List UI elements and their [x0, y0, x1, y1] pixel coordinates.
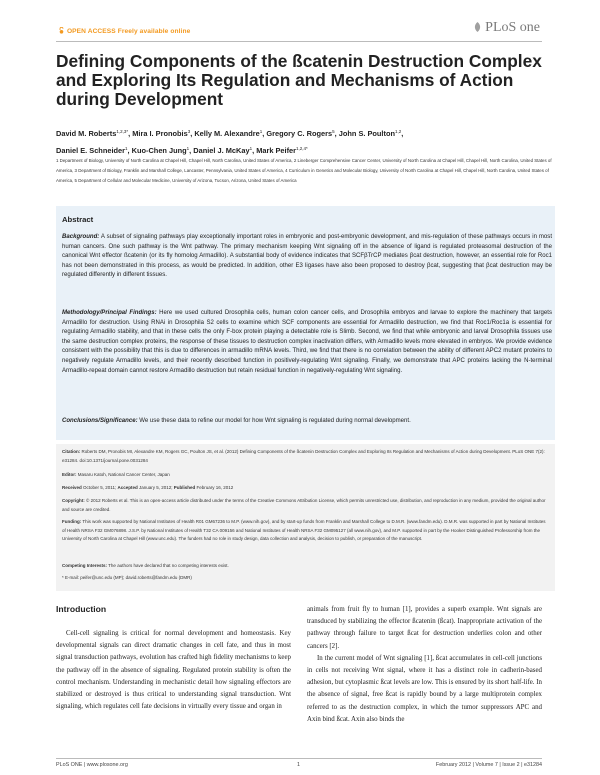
abstract-background-text: A subset of signaling pathways play exceptionally important roles in embryonic and post-embryonic development, and mis-regulation of these pathways occurs in most human cancers. One such pathway is the Wnt pathway. The primary mechanism keeping Wnt signaling off in the absence of ligand is regulated proteasomal destruction of the canonical Wnt effector ßcatenin (or its fly homolog Armadillo). A substantial body of evidence indicates that SCFβTrCP mediates βcat destruction, however, an essential role for Roc1 has not been demonstrated in this process, as would be predicted. In addition, other E3 ligases have also been proposed to destroy βcat, suggesting that βcat destruction may be regulated differently in different tissues. [62, 234, 552, 279]
author-name: Mark Peifer [256, 146, 297, 155]
accepted-label: Accepted [117, 485, 138, 490]
author-name: David M. Roberts [56, 129, 117, 138]
abstract-methods [62, 309, 552, 376]
author-line-1: David M. Roberts$^{1,2,3*}$, Mira I. Pronobis$^3$, Kelly M. Alexandre$^1$, Gregory C. Rogers$^5$, John S. Poulton$^{1,2}$, [56, 129, 404, 138]
author-list [56, 124, 556, 158]
editor-label: Editor: [62, 472, 77, 477]
received-label: Received [62, 485, 82, 490]
author-name: Daniel E. Schneider [56, 146, 126, 155]
author-name: Daniel J. McKay [193, 146, 250, 155]
author-line-2: Daniel E. Schneider$^1$, Kuo-Chen Jung$^1$, Daniel J. McKay$^1$, Mark Peifer$^{1,2,4*}$ [56, 146, 308, 155]
open-access-lock-icon [59, 27, 64, 34]
copyright-text: © 2012 Roberts et al. This is an open-access article distributed under the terms of the Creative Commons Attribution License, which permits unrestricted use, distribution, and reproduction in any medium, provided the original author and source are credited. [62, 498, 546, 512]
published-label: Published [173, 485, 196, 490]
author-affiliation-marker: 3 [187, 129, 191, 134]
affiliations: 1 Department of Biology, University of North Carolina at Chapel Hill, Chapel Hill, North Carolina, United States of America, 2 Lineberger Comprehensive Cancer Center, University of North Carolina at Chapel Hill, Chapel Hill, North Carolina, United States of America, 3 Department of Biology, Franklin and Marshall College, Lancaster, Pennsylvania, United States of America, 4 Curriculum in Genetics and Molecular Biology, University of North Carolina at Chapel Hill, Chapel Hill, North Carolina, United States of America, 5 Department of Cellular and Molecular Medicine, University of Arizona, Tucson, Arizona, United States of America [56, 158, 552, 184]
author-name: Gregory C. Rogers [266, 129, 333, 138]
citation-label: Citation: [62, 449, 81, 454]
article-dates [62, 484, 550, 493]
header-divider [56, 41, 542, 42]
page-number: 1 [297, 762, 300, 768]
copyright-label: Copyright: [62, 498, 85, 503]
abstract-conclusions [62, 417, 552, 427]
funding [62, 518, 550, 544]
editor [62, 471, 550, 480]
author-affiliation-marker: 1,2 [394, 129, 402, 134]
introduction-right-column [307, 604, 542, 726]
author-affiliation-marker: 1 [186, 146, 190, 151]
introduction-paragraph: animals from fruit fly to human [1], provides a superb example. Wnt signals are transduced by stabilizing the effector ßcatenin (ßcat). Inappropriate activation of the pathway through failure to target ßcat for destruction underlies colon and other cancers [2]. [307, 606, 542, 650]
open-access-text: OPEN ACCESS Freely available online [66, 28, 191, 35]
competing-interests-text: The authors have declared that no competing interests exist. [107, 563, 229, 568]
introduction-heading: Introduction [56, 604, 107, 614]
abstract-methods-text: Here we used cultured Drosophila cells, human colon cancer cells, and Drosophila embryos and larvae to explore the machinery that targets Armadillo for destruction. Using RNAi in Drosophila S2 cells to examine which SCF components are essential for Armadillo destruction, we find that Roc1/Roc1a is essential for regulating Armadillo stability, and that in these cells the only F-box protein playing a detectable role is Slimb. Second, we find that while embryonic and larval Drosophila tissues use the same destruction complex proteins, the response of these tissues to destruction complex inactivation differs, with Armadillo levels more elevated in embryos. We provide evidence consistent with the possibility that this is due to differences in armadillo mRNA levels. Third, we find that there is no correlation between the ability of different APC2 mutant proteins to negatively regulate Armadillo levels, and their recently described function in positively-regulating Wnt signaling. Finally, we demonstrate that APC proteins lacking the N-terminal Armadillo-repeat domain cannot restore Armadillo destruction but retain residual function in negatively-regulating Wnt signaling. [62, 310, 552, 374]
received-date: October 5, 2011; [81, 485, 118, 490]
published-date: February 16, 2012 [195, 485, 234, 490]
accepted-date: January 5, 2012; [137, 485, 174, 490]
abstract-heading: Abstract [62, 215, 94, 224]
author-affiliation-marker: 1 [249, 146, 253, 151]
author-affiliation-marker: 1 [125, 146, 128, 151]
author-affiliation-marker: 1 [259, 129, 263, 134]
funding-label: Funding: [62, 519, 82, 524]
abstract-methods-label: Methodology/Principal Findings: [62, 310, 157, 316]
journal-logo-text: PLoS one [485, 20, 540, 35]
author-name: Kuo-Chen Jung [131, 146, 187, 155]
author-name: John S. Poulton [338, 129, 395, 138]
abstract-conclusions-text: We use these data to refine our model for how Wnt signaling is regulated during normal development. [137, 418, 411, 424]
introduction-paragraph: In the current model of Wnt signaling [1], ßcat accumulates in cell-cell junctions in cells not receiving Wnt signal, where it has a distinct role in cadherin-based adhesion, but cytoplasmic ßcat levels are low. This is ensured by its short half-life. In the absence of signal, free ßcat is rapidly bound by a large multiprotein complex referred to as the destruction complex, in which the tumor suppressors APC and Axin bind ßcat. Axin also binds the [307, 654, 542, 723]
author-name: Kelly M. Alexandre [194, 129, 260, 138]
author-affiliation-marker: 5 [332, 129, 335, 134]
copyright [62, 497, 550, 514]
competing-interests-label: Competing Interests: [62, 563, 108, 568]
journal-logo [473, 20, 540, 36]
funding-text: This work was supported by National Institutes of Health R01 GM67236 to M.P. (www.nih.gov), and by start-up funds from Franklin and Marshall College to D.M.R. (www.fandm.edu). D.M.R. was supported in part by National Institutes of Health NRSA F32 GM076898. J.S.P. by National Institutes of Health T32 CA 009156 and National Institutes of Health NRSA F32 GM095127 (all www.nih.gov), and M.P. supported in part by the Hooker Distinguished Professorship from the University of North Carolina at Chapel Hill (www.unc.edu). The funders had no role in study design, data collection and analysis, decision to publish, or preparation of the manuscript. [62, 519, 546, 542]
article-title: Defining Components of the ßcatenin Destruction Complex and Exploring Its Regulation and Mechanisms of Action during Development [56, 51, 542, 109]
author-affiliation-marker: 1,2,4* [296, 146, 308, 151]
introduction-left-column: Cell-cell signaling is critical for normal development and homeostasis. Key developmental signals can direct dramatic changes in cell fate, and thus in most signal transduction pathways, evolution has crafted high fidelity mechanisms to keep the pathway off in the absence of signaling. Regulated protein stability is often the control mechanism. Understanding in mechanistic detail how signaling effectors are stabilized or destroyed is thus critical to understanding signal transduction. Wnt signaling, which regulates cell fate decisions in virtually every tissue and organ in [56, 630, 291, 711]
footer-divider [56, 758, 542, 759]
footer-journal: PLoS ONE | www.plosone.org [56, 762, 128, 768]
author-affiliation-marker: 1,2,3* [116, 129, 129, 134]
author-name: Mira I. Pronobis [132, 129, 188, 138]
open-access-banner [58, 27, 190, 35]
competing-interests [62, 562, 550, 571]
citation-text: Roberts DM, Pronobis MI, Alexandre KM, Rogers GC, Poulton JS, et al. (2012) Defining Components of the ßcatenin Destruction Complex and Exploring Its Regulation and Mechanisms of Action during Development. PLoS ONE 7(2): e31284. doi:10.1371/journal.pone.0031284 [62, 449, 545, 463]
editor-text: Masaru Katoh, National Cancer Center, Japan [76, 472, 170, 477]
abstract-conclusions-label: Conclusions/Significance: [62, 418, 138, 424]
footer-issue: February 2012 | Volume 7 | Issue 2 | e31284 [435, 762, 542, 768]
corresponding-email: * E-mail: peifer@unc.edu (MP); david.roberts@fandm.edu (DMR) [62, 575, 192, 580]
plos-leaf-icon [473, 22, 482, 32]
abstract-background [62, 233, 552, 281]
citation [62, 448, 550, 465]
abstract-background-label: Background: [62, 234, 100, 240]
